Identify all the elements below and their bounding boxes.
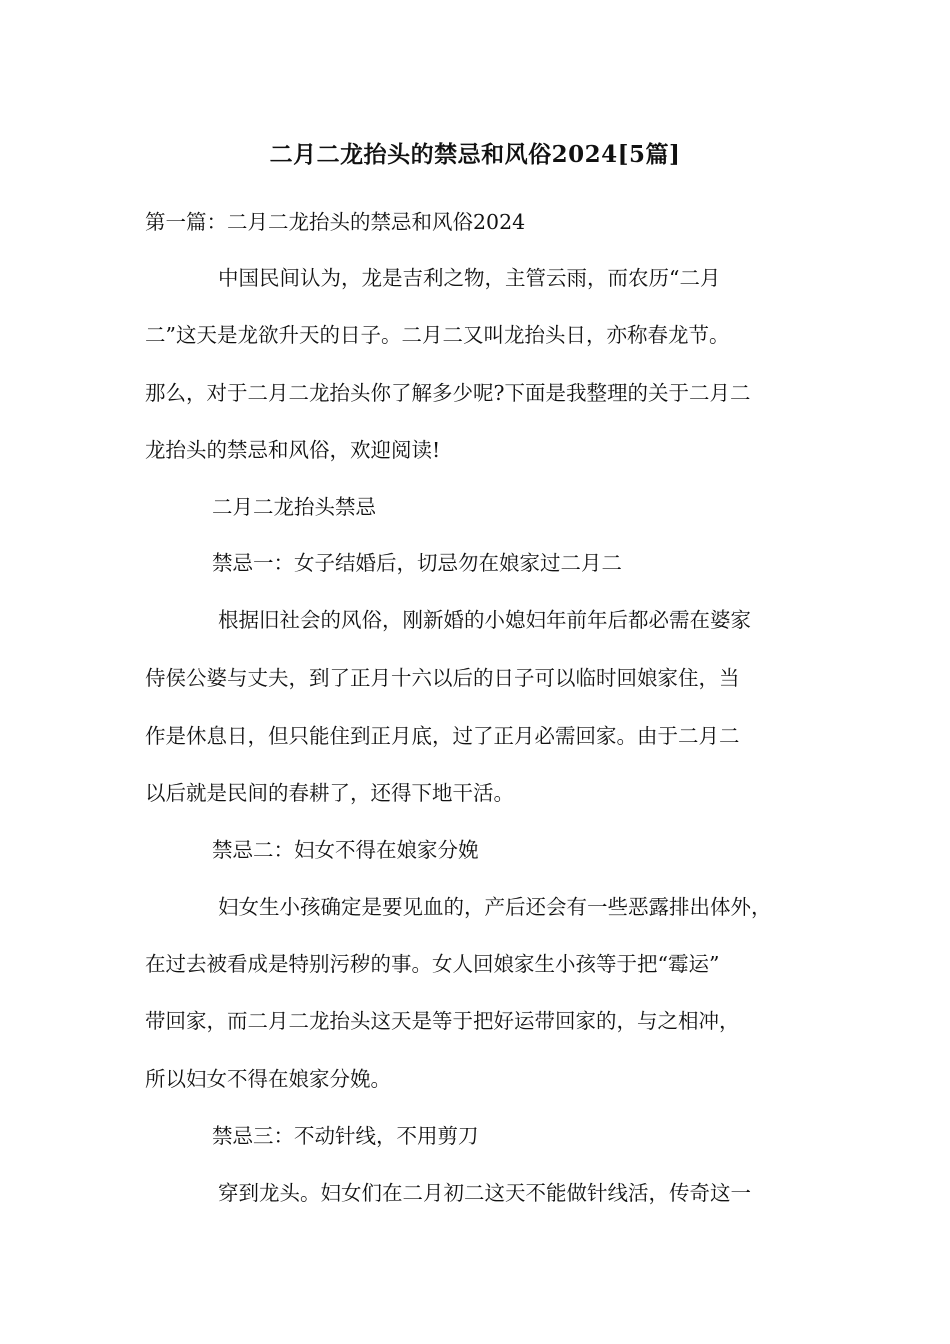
paragraph-line: 在过去被看成是特别污秽的事。女人回娘家生小孩等于把“霉运” [145, 952, 720, 976]
paragraph-line: 二”这天是龙欲升天的日子。二月二又叫龙抬头日，亦称春龙节。 [145, 323, 730, 347]
subheading: 二月二龙抬头禁忌 [212, 495, 376, 519]
paragraph-line: 龙抬头的禁忌和风俗，欢迎阅读! [145, 438, 441, 462]
paragraph-line: 带回家，而二月二龙抬头这天是等于把好运带回家的，与之相冲， [145, 1009, 740, 1033]
paragraph-line: 穿到龙头。妇女们在二月初二这天不能做针线活，传奇这一 [218, 1181, 751, 1205]
paragraph-line: 作是休息日，但只能住到正月底，过了正月必需回家。由于二月二 [145, 724, 740, 748]
document-title: 二月二龙抬头的禁忌和风俗2024[5篇] [269, 141, 681, 168]
paragraph-line: 那么，对于二月二龙抬头你了解多少呢?下面是我整理的关于二月二 [145, 381, 751, 405]
taboo-heading: 禁忌三：不动针线，不用剪刀 [212, 1124, 479, 1148]
paragraph-line: 中国民间认为，龙是吉利之物，主管云雨，而农历“二月 [218, 266, 721, 290]
paragraph-line: 侍侯公婆与丈夫，到了正月十六以后的日子可以临时回娘家住，当 [145, 666, 740, 690]
taboo-heading: 禁忌二：妇女不得在娘家分娩 [212, 838, 479, 862]
paragraph-line: 根据旧社会的风俗，刚新婚的小媳妇年前年后都必需在婆家 [218, 608, 751, 632]
paragraph-line: 以后就是民间的春耕了，还得下地干活。 [145, 781, 514, 805]
paragraph-line: 所以妇女不得在娘家分娩。 [145, 1067, 391, 1091]
section-heading: 第一篇：二月二龙抬头的禁忌和风俗2024 [145, 210, 526, 234]
paragraph-line: 妇女生小孩确定是要见血的，产后还会有一些恶露排出体外， [218, 895, 772, 919]
taboo-heading: 禁忌一：女子结婚后，切忌勿在娘家过二月二 [212, 551, 622, 575]
